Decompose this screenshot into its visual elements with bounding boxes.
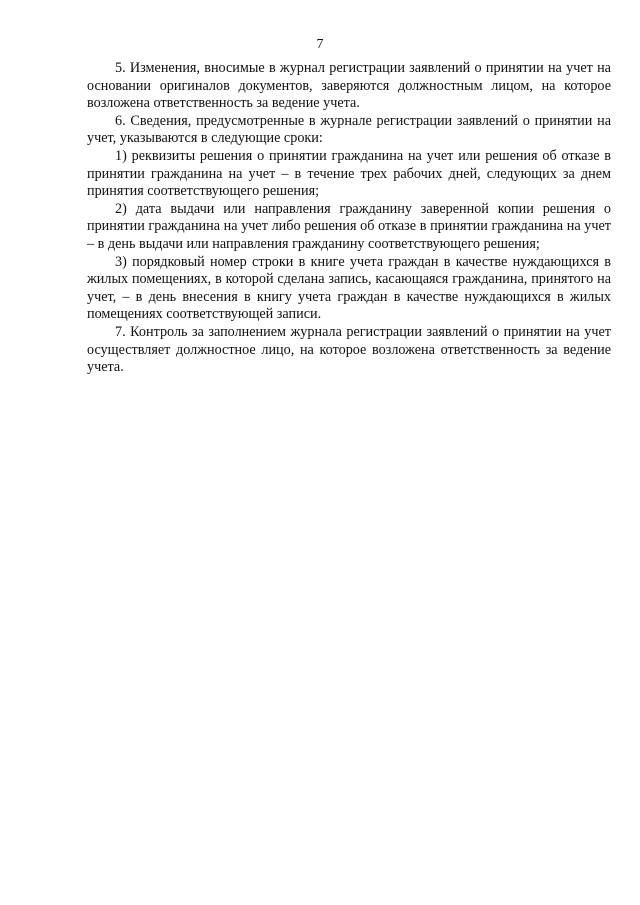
document-body (87, 60, 611, 377)
paragraph-6-item-2: 2) дата выдачи или направления гражданину заверенной копии решения о принятии гражданина на учет либо решения об отказе в принятии гражданина на учет – в день выдачи или направления гражданину соответствующего решения; (87, 200, 611, 252)
paragraph-6: 6. Сведения, предусмотренные в журнале регистрации заявлений о принятии на учет, указываются в следующие сроки: (87, 112, 611, 147)
paragraph-5: 5. Изменения, вносимые в журнал регистрации заявлений о принятии на учет на основании оригиналов документов, заверяются должностным лицом, на которое возложена ответственность за ведение учета. (87, 60, 611, 112)
paragraph-6-item-3: 3) порядковый номер строки в книге учета граждан в качестве нуждающихся в жилых помещениях, в которой сделана запись, касающаяся гражданина, принятого на учет, – в день внесения в книгу учета граждан в качестве нуждающихся в жилых помещениях соответствующей записи. (87, 253, 611, 323)
paragraph-6-item-1: 1) реквизиты решения о принятии гражданина на учет или решения об отказе в принятии гражданина на учет – в течение трех рабочих дней, следующих за днем принятия соответствующего решения; (87, 147, 611, 200)
page-number: 7 (316, 37, 324, 52)
paragraph-7: 7. Контроль за заполнением журнала регистрации заявлений о принятии на учет осуществляет должностное лицо, на которое возложена ответственность за ведение учета. (87, 323, 611, 376)
